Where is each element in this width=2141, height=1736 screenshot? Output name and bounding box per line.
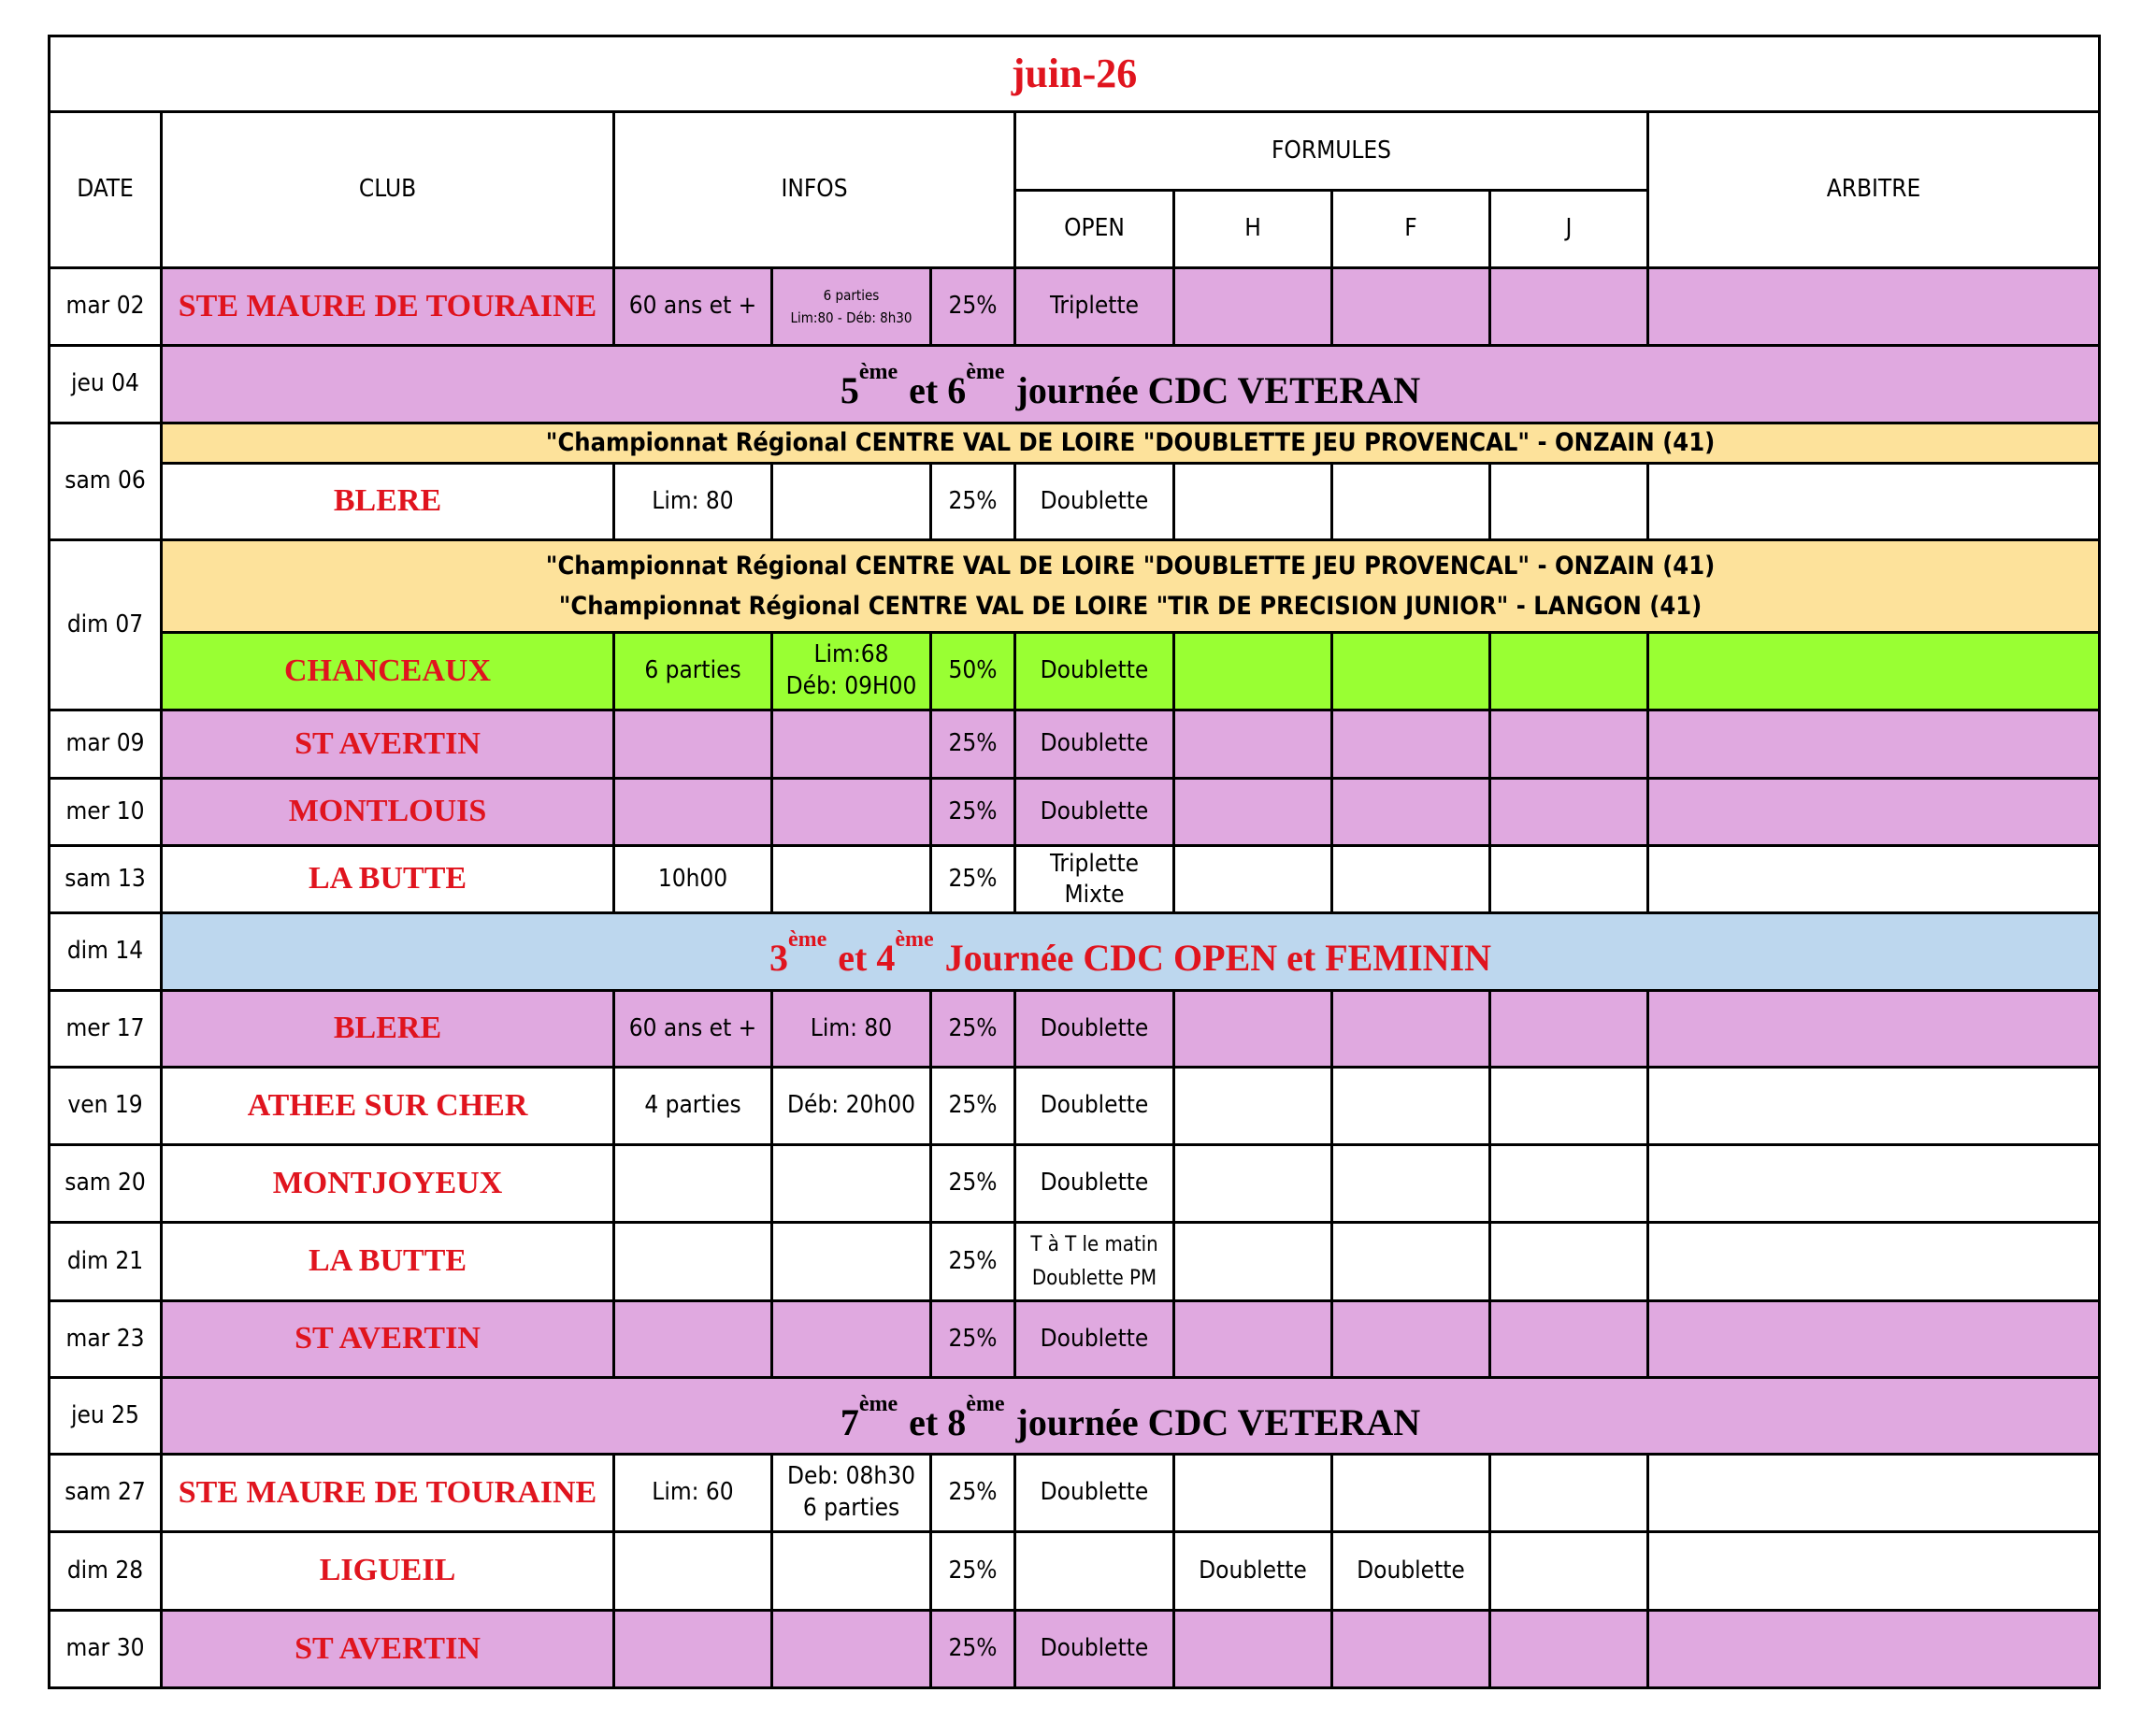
percentage-cell-text: 25% — [948, 292, 998, 321]
championship-banner-text: "Championnat Régional CENTRE VAL DE LOIRE "DOUBLETTE JEU PROVENCAL" - ONZAIN (41) — [545, 428, 1716, 458]
info-cell — [770, 709, 932, 780]
arbitre-cell[interactable] — [1646, 777, 2101, 847]
date-cell-text: dim 07 — [66, 610, 144, 638]
formula-f — [1330, 844, 1491, 914]
info-cell — [612, 709, 773, 780]
header-club — [160, 110, 615, 269]
formula-h — [1172, 1066, 1333, 1146]
info-cell-text: Lim: 60 — [652, 1478, 734, 1507]
percentage-cell-text: 25% — [948, 1478, 998, 1507]
percentage-cell — [929, 777, 1016, 847]
percentage-cell — [929, 462, 1016, 541]
header-h — [1172, 189, 1333, 269]
info-cell — [612, 1299, 773, 1379]
date-cell-text: sam 13 — [65, 864, 146, 893]
formula-j — [1488, 1143, 1649, 1224]
arbitre-cell[interactable] — [1646, 844, 2101, 914]
formula-h — [1172, 1299, 1333, 1379]
club-name-text: BLERE — [333, 1011, 442, 1046]
info-cell — [612, 631, 773, 711]
date-cell — [48, 422, 163, 541]
formula-open — [1013, 1143, 1175, 1224]
header-arbitre — [1646, 110, 2101, 269]
formula-j — [1488, 1530, 1649, 1612]
formula-open — [1013, 1299, 1175, 1379]
date-cell — [48, 1376, 163, 1456]
percentage-cell-text: 25% — [948, 1324, 998, 1353]
formula-h — [1172, 1221, 1333, 1302]
formula-f — [1330, 1299, 1491, 1379]
club-name[interactable] — [160, 1453, 615, 1533]
date-cell-text: mar 09 — [65, 729, 145, 758]
arbitre-cell[interactable] — [1646, 709, 2101, 780]
event-banner-text: 7ème et 8ème journée CDC VETERAN — [840, 1391, 1421, 1443]
formula-j — [1488, 1609, 1649, 1689]
info-cell — [612, 1530, 773, 1612]
formula-open — [1013, 462, 1175, 541]
percentage-cell — [929, 1299, 1016, 1379]
club-name[interactable] — [160, 1143, 615, 1224]
formula-open — [1013, 1066, 1175, 1146]
info-cell — [770, 1530, 932, 1612]
info-cell — [612, 462, 773, 541]
info-cell-text: 10h00 — [657, 864, 728, 893]
info-cell — [612, 1066, 773, 1146]
arbitre-cell[interactable] — [1646, 1221, 2101, 1302]
header-h-text: H — [1244, 214, 1261, 243]
percentage-cell — [929, 1609, 1016, 1689]
formula-open-text: Doublette — [1040, 1169, 1149, 1198]
formula-open-text: Doublette — [1040, 1091, 1149, 1120]
date-cell-text: ven 19 — [67, 1091, 143, 1120]
club-name-text: LA BUTTE — [308, 861, 467, 897]
formula-h-text: Doublette — [1199, 1556, 1307, 1585]
info-cell — [770, 844, 932, 914]
club-name-text: BLERE — [333, 483, 442, 519]
formula-h — [1172, 1143, 1333, 1224]
header-j-text: J — [1565, 214, 1573, 243]
formula-open-text: Doublette — [1040, 729, 1149, 758]
formula-f — [1330, 462, 1491, 541]
info-cell — [770, 1143, 932, 1224]
info-cell-text: 60 ans et + — [628, 292, 757, 321]
formula-open — [1013, 1453, 1175, 1533]
date-cell-text: mar 02 — [65, 292, 145, 321]
formula-f — [1330, 989, 1491, 1069]
club-name-text: CHANCEAUX — [284, 653, 491, 688]
info-cell — [770, 462, 932, 541]
formula-h — [1172, 1453, 1333, 1533]
header-club-text: CLUB — [358, 175, 417, 204]
club-name[interactable] — [160, 1609, 615, 1689]
date-cell — [48, 911, 163, 992]
formula-h — [1172, 844, 1333, 914]
info-cell — [612, 266, 773, 347]
info-cell — [612, 1221, 773, 1302]
date-cell-text: dim 28 — [66, 1556, 144, 1585]
info-cell — [770, 777, 932, 847]
info-cell — [612, 1453, 773, 1533]
info-cell-text: 60 ans et + — [628, 1013, 757, 1042]
formula-f — [1330, 1066, 1491, 1146]
event-banner-text: 3ème et 4ème Journée CDC OPEN et FEMININ — [769, 927, 1492, 979]
formula-open — [1013, 844, 1175, 914]
date-cell — [48, 777, 163, 847]
club-name-text: ST AVERTIN — [295, 725, 481, 761]
info-cell-line-1: Deb: 08h30 — [787, 1462, 915, 1491]
percentage-cell-text: 25% — [948, 1246, 998, 1275]
arbitre-cell[interactable] — [1646, 1299, 2101, 1379]
formula-open-text: Doublette — [1040, 486, 1149, 515]
club-name[interactable] — [160, 266, 615, 347]
club-name[interactable] — [160, 844, 615, 914]
info-cell — [612, 844, 773, 914]
date-cell — [48, 1453, 163, 1533]
percentage-cell — [929, 844, 1016, 914]
date-cell-text: mar 30 — [65, 1634, 145, 1663]
info-cell-line-2: 6 parties — [802, 1494, 900, 1522]
formula-open-text: Doublette — [1040, 796, 1149, 825]
header-j — [1488, 189, 1649, 269]
formula-h — [1172, 1530, 1333, 1612]
info-cell — [770, 1299, 932, 1379]
formula-j — [1488, 1453, 1649, 1533]
arbitre-cell[interactable] — [1646, 462, 2101, 541]
formula-j — [1488, 1299, 1649, 1379]
header-infos-text: INFOS — [781, 175, 848, 204]
percentage-cell-text: 25% — [948, 1091, 998, 1120]
club-name-text: STE MAURE DE TOURAINE — [178, 288, 597, 323]
date-cell-text: sam 20 — [65, 1169, 146, 1198]
info-cell — [770, 266, 932, 347]
header-date — [48, 110, 163, 269]
club-name-text: ST AVERTIN — [295, 1321, 481, 1356]
formula-j — [1488, 777, 1649, 847]
formula-h — [1172, 709, 1333, 780]
club-name-text: MONTJOYEUX — [272, 1165, 503, 1200]
date-cell-text: jeu 25 — [71, 1400, 139, 1429]
formula-open — [1013, 631, 1175, 711]
info-cell — [612, 777, 773, 847]
header-open-text: OPEN — [1064, 214, 1125, 243]
formula-open — [1013, 777, 1175, 847]
formula-open — [1013, 989, 1175, 1069]
info-cell-text: 6 parties — [644, 656, 741, 685]
header-f-text: F — [1404, 214, 1417, 243]
date-cell — [48, 844, 163, 914]
club-name-text: ATHEE SUR CHER — [247, 1087, 528, 1123]
club-name[interactable] — [160, 709, 615, 780]
percentage-cell — [929, 631, 1016, 711]
championship-banner-line-2: "Championnat Régional CENTRE VAL DE LOIRE "TIR DE PRECISION JUNIOR" - LANGON (41) — [558, 592, 1703, 621]
info-cell — [612, 1609, 773, 1689]
info-cell-line-1: Lim:68 — [813, 640, 889, 669]
arbitre-cell[interactable] — [1646, 631, 2101, 711]
header-date-text: DATE — [77, 175, 134, 204]
percentage-cell — [929, 1066, 1016, 1146]
percentage-cell-text: 25% — [948, 1169, 998, 1198]
info-cell-line-2: Lim:80 - Déb: 8h30 — [790, 309, 912, 326]
formula-j — [1488, 266, 1649, 347]
info-cell — [770, 989, 932, 1069]
date-cell — [48, 709, 163, 780]
date-cell — [48, 1530, 163, 1612]
date-cell — [48, 538, 163, 711]
formula-f — [1330, 1143, 1491, 1224]
percentage-cell-text: 25% — [948, 486, 998, 515]
date-cell — [48, 266, 163, 347]
info-cell-text: Déb: 20h00 — [787, 1091, 915, 1120]
info-cell — [770, 1221, 932, 1302]
date-cell — [48, 1221, 163, 1302]
percentage-cell-text: 25% — [948, 1013, 998, 1042]
date-cell-text: sam 27 — [65, 1478, 146, 1507]
formula-h — [1172, 1609, 1333, 1689]
formula-h — [1172, 989, 1333, 1069]
championship-banner-line-1: "Championnat Régional CENTRE VAL DE LOIRE "DOUBLETTE JEU PROVENCAL" - ONZAIN (41) — [545, 551, 1716, 581]
formula-f — [1330, 777, 1491, 847]
info-cell-text: Lim: 80 — [810, 1013, 893, 1042]
info-cell — [612, 989, 773, 1069]
percentage-cell — [929, 1530, 1016, 1612]
page-title — [48, 35, 2101, 113]
page-title-text: juin-26 — [1011, 50, 1138, 97]
percentage-cell — [929, 266, 1016, 347]
header-infos — [612, 110, 1016, 269]
club-name[interactable] — [160, 777, 615, 847]
formula-f — [1330, 266, 1491, 347]
percentage-cell — [929, 1143, 1016, 1224]
event-banner — [160, 1376, 2101, 1456]
championship-banner — [160, 538, 2101, 634]
formula-j — [1488, 844, 1649, 914]
percentage-cell-text: 25% — [948, 1556, 998, 1585]
formula-h — [1172, 631, 1333, 711]
club-name[interactable] — [160, 462, 615, 541]
club-name[interactable] — [160, 1530, 615, 1612]
date-cell — [48, 1066, 163, 1146]
formula-f — [1330, 631, 1491, 711]
club-name[interactable] — [160, 989, 615, 1069]
formula-f — [1330, 709, 1491, 780]
club-name-text: LA BUTTE — [308, 1243, 467, 1279]
event-banner-text: 5ème et 6ème journée CDC VETERAN — [840, 360, 1421, 411]
info-cell — [770, 1066, 932, 1146]
header-formules — [1013, 110, 1649, 192]
formula-f — [1330, 1530, 1491, 1612]
club-name-text: LIGUEIL — [319, 1553, 456, 1588]
formula-open — [1013, 1530, 1175, 1612]
formula-open-line-2: Doublette PM — [1031, 1266, 1157, 1290]
percentage-cell — [929, 1221, 1016, 1302]
percentage-cell-text: 50% — [948, 656, 998, 685]
formula-j — [1488, 1221, 1649, 1302]
header-open — [1013, 189, 1175, 269]
formula-h — [1172, 266, 1333, 347]
formula-open-text: Doublette — [1040, 1634, 1149, 1663]
percentage-cell — [929, 709, 1016, 780]
formula-open — [1013, 1221, 1175, 1302]
date-cell-text: dim 14 — [66, 937, 144, 966]
percentage-cell-text: 25% — [948, 1634, 998, 1663]
header-f — [1330, 189, 1491, 269]
percentage-cell-text: 25% — [948, 864, 998, 893]
formula-open — [1013, 709, 1175, 780]
date-cell-text: mer 10 — [65, 796, 145, 825]
arbitre-cell[interactable] — [1646, 1530, 2101, 1612]
championship-banner — [160, 422, 2101, 465]
event-banner — [160, 344, 2101, 424]
formula-f — [1330, 1453, 1491, 1533]
formula-open — [1013, 1609, 1175, 1689]
formula-j — [1488, 462, 1649, 541]
date-cell — [48, 1299, 163, 1379]
formula-j — [1488, 631, 1649, 711]
formula-open-text: Doublette — [1040, 1013, 1149, 1042]
formula-open-line-1: T à T le matin — [1030, 1233, 1158, 1257]
club-name[interactable] — [160, 631, 615, 711]
info-cell — [770, 631, 932, 711]
date-cell — [48, 1609, 163, 1689]
club-name-text: MONTLOUIS — [288, 794, 487, 829]
formula-f — [1330, 1609, 1491, 1689]
arbitre-cell[interactable] — [1646, 266, 2101, 347]
percentage-cell-text: 25% — [948, 796, 998, 825]
info-cell — [770, 1609, 932, 1689]
date-cell — [48, 1143, 163, 1224]
club-name-text: ST AVERTIN — [295, 1630, 481, 1666]
date-cell — [48, 344, 163, 424]
date-cell — [48, 989, 163, 1069]
date-cell-text: mar 23 — [65, 1324, 145, 1353]
date-cell-text: mer 17 — [65, 1013, 145, 1042]
formula-f-text: Doublette — [1357, 1556, 1465, 1585]
info-cell — [770, 1453, 932, 1533]
arbitre-cell[interactable] — [1646, 1066, 2101, 1146]
percentage-cell — [929, 989, 1016, 1069]
info-cell — [612, 1143, 773, 1224]
club-name-text: STE MAURE DE TOURAINE — [178, 1474, 597, 1510]
date-cell-text: dim 21 — [66, 1246, 144, 1275]
arbitre-cell[interactable] — [1646, 1453, 2101, 1533]
date-cell-text: jeu 04 — [71, 369, 139, 398]
arbitre-cell[interactable] — [1646, 989, 2101, 1069]
formula-open-text: Doublette — [1040, 656, 1149, 685]
date-cell-text: sam 06 — [65, 466, 146, 495]
arbitre-cell[interactable] — [1646, 1143, 2101, 1224]
formula-f — [1330, 1221, 1491, 1302]
event-banner — [160, 911, 2101, 992]
formula-open-text: Doublette — [1040, 1324, 1149, 1353]
formula-open-line-2: Mixte — [1064, 880, 1125, 909]
formula-j — [1488, 709, 1649, 780]
formula-j — [1488, 1066, 1649, 1146]
info-cell-line-2: Déb: 09H00 — [785, 672, 917, 700]
percentage-cell — [929, 1453, 1016, 1533]
formula-open — [1013, 266, 1175, 347]
formula-j — [1488, 989, 1649, 1069]
formula-open-text: Triplette — [1049, 292, 1140, 321]
percentage-cell-text: 25% — [948, 729, 998, 758]
arbitre-cell[interactable] — [1646, 1609, 2101, 1689]
formula-open-text: Doublette — [1040, 1478, 1149, 1507]
club-name[interactable] — [160, 1299, 615, 1379]
formula-h — [1172, 462, 1333, 541]
info-cell-line-1: 6 parties — [823, 287, 880, 304]
info-cell-text: 4 parties — [644, 1091, 741, 1120]
info-cell-text: Lim: 80 — [652, 486, 734, 515]
formula-open-line-1: Triplette — [1049, 850, 1140, 878]
formula-h — [1172, 777, 1333, 847]
header-arbitre-text: ARBITRE — [1826, 175, 1921, 204]
club-name[interactable] — [160, 1221, 615, 1302]
header-formules-text: FORMULES — [1271, 136, 1392, 165]
club-name[interactable] — [160, 1066, 615, 1146]
